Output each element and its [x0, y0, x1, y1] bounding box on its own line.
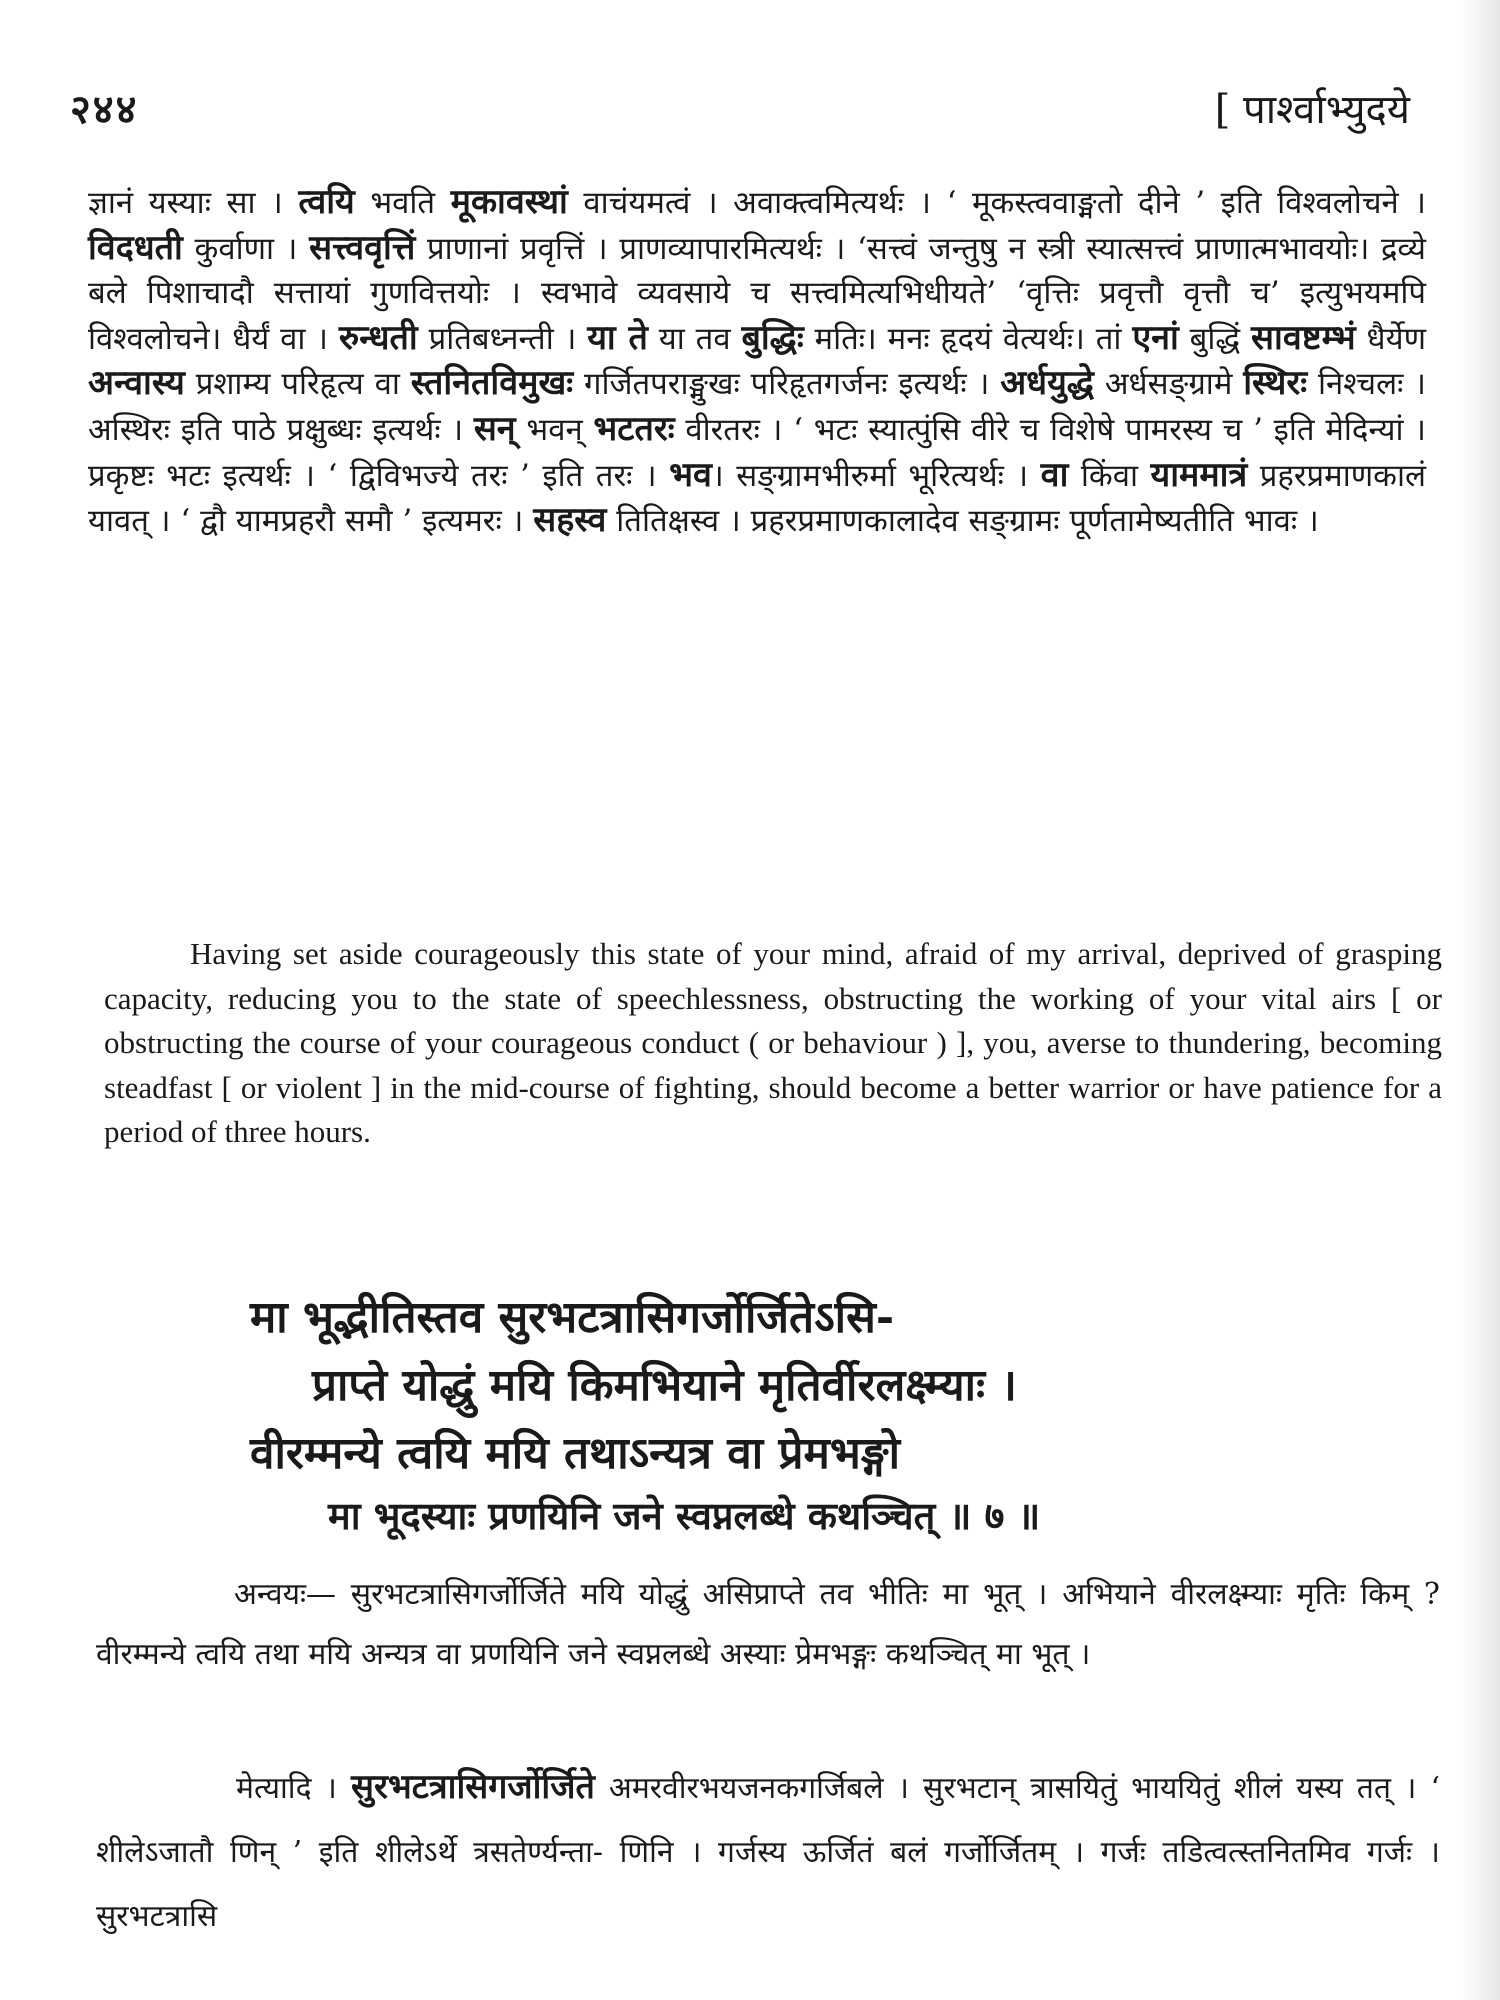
- commentary-paragraph: [88, 180, 1426, 544]
- commentary-keyword: वा: [1040, 454, 1069, 495]
- tika-text: मेत्यादि ।: [236, 1771, 351, 1806]
- commentary-keyword: याममात्रं: [1150, 454, 1248, 495]
- commentary-text: किंवा: [1068, 457, 1151, 494]
- commentary-keyword: भव: [669, 454, 712, 495]
- commentary-keyword: स्थिरः: [1243, 363, 1308, 404]
- commentary-text: या तव: [647, 320, 742, 357]
- commentary-keyword: मूकावस्थां: [450, 182, 568, 222]
- commentary-text: धैर्येण: [1355, 320, 1427, 357]
- commentary-keyword: एनां: [1132, 317, 1179, 358]
- anvaya-paragraph: अन्वयः— सुरभटत्रासिगर्जोर्जिते मयि योद्धुं असिप्राप्ते तव भीतिः मा भूत् । अभियाने वीरलक्ष्म्याः मृतिः किम् ? वीरम्मन्ये त्वयि तथा मयि अन्यत्र वा प्रणयिनि जने स्वप्नलब्धे अस्याः प्रेमभङ्गः कथञ्चित् मा भूत् ।: [96, 1577, 1440, 1672]
- page-number: २४४: [70, 86, 139, 133]
- commentary-keyword: रुन्धती: [338, 317, 418, 358]
- commentary-keyword: त्वयि: [298, 182, 355, 222]
- commentary-text: गर्जितपराङ्मुखः परिहृतगर्जनः इत्यर्थः ।: [573, 366, 1001, 403]
- commentary-keyword: अर्धयुद्धे: [1000, 363, 1094, 404]
- commentary-text: निश्चलः । अस्थिरः इति पाठे प्रक्षुब्धः इत्यर्थः ।: [88, 366, 1426, 448]
- commentary-text: ज्ञानं यस्याः सा ।: [88, 185, 299, 221]
- commentary-keyword: विदधती: [88, 227, 183, 268]
- commentary-keyword: बुद्धिः: [741, 317, 804, 358]
- commentary-text: प्रशाम्य परिहृत्य वा: [184, 366, 411, 403]
- verse-line-3: वीरम्मन्ये त्वयि मयि तथाऽन्यत्र वा प्रेमभङ्गो: [250, 1428, 900, 1479]
- tika-text: अमरवीरभयजनकगर्जिबले । सुरभटान् त्रासयितुं भाययितुं शीलं यस्य तत् । ‘ शीलेऽजातौ णिन् ’ इति शीलेऽर्थे त्रसतेर्ण्यन्ता- णिनि । गर्जस्य ऊर्जितं बलं गर्जोर्जितम् । गर्जः तडित्वत्स्तनितमिव गर्जः । सुरभटत्रासि: [96, 1771, 1440, 1934]
- commentary-keyword: या ते: [587, 317, 648, 358]
- running-head: [ पार्श्वाभ्युदये: [1214, 87, 1410, 133]
- commentary-text: अर्धसङ्ग्रामे: [1093, 366, 1244, 403]
- commentary-text: तितिक्षस्व । प्रहरप्रमाणकालादेव सङ्ग्रामः पूर्णतामेष्यतीति भावः ।: [606, 503, 1319, 540]
- commentary-keyword: भटतरः: [593, 408, 675, 449]
- commentary-keyword: स्तनितविमुखः: [410, 363, 574, 404]
- commentary-text: प्रतिबध्नन्ती ।: [417, 320, 588, 357]
- commentary-text: वाचंयमत्वं । अवाक्त्वमित्यर्थः । ‘ मूकस्त्ववाङ्मतो दीने ’ इति विश्वलोचने ।: [567, 185, 1426, 221]
- verse-line-1: मा भूद्भीतिस्तव सुरभटत्रासिगर्जोर्जितेऽसि-: [250, 1292, 895, 1343]
- verse-line-4: मा भूदस्याः प्रणयिनि जने स्वप्नलब्धे कथञ्चित् ॥ ७ ॥: [328, 1493, 1041, 1538]
- scan-shadow: [1460, 0, 1500, 2000]
- tika-keyword: सुरभटत्रासिगर्जोर्जिते: [350, 1767, 595, 1807]
- commentary-keyword: सहस्व: [533, 500, 607, 541]
- commentary-text: वीरतरः । ‘ भटः स्यात्पुंसि वीरे च विशेषे पामरस्य च ’ इति मेदिन्यां । प्रकृष्टः भटः इत्यर्थः । ‘ द्विविभज्ये तरः ’ इति तरः ।: [88, 411, 1427, 494]
- commentary-text: कुर्वाणा ।: [182, 230, 310, 267]
- commentary-text: प्रहरप्रमाणकालं यावत् । ‘ द्वौ यामप्रहरौ समौ ’ इत्यमरः ।: [88, 457, 1426, 540]
- page-header: [70, 80, 1410, 140]
- commentary-text: प्राणानां प्रवृत्तिं । प्राणव्यापारमित्यर्थः । ‘सत्त्वं जन्तुषु न स्त्री स्यात्सत्त्वं प्राणात्मभावयोः। द्रव्ये बले पिशाचादौ सत्तायां गुणवित्तयोः । स्वभावे व्यवसाये च सत्त्वमित्यभिधीयते’ ‘वृत्तिः प्रवृत्तौ वृत्तौ च’ इत्युभयमपि विश्वलोचने। धैर्यं वा ।: [88, 230, 1427, 357]
- commentary-keyword: अन्वास्य: [88, 363, 185, 404]
- commentary-keyword: सत्त्ववृत्तिं: [309, 227, 416, 268]
- verse-line-2: प्राप्ते योद्धुं मयि किमभियाने मृतिर्वीरलक्ष्म्याः ।: [312, 1360, 1017, 1411]
- commentary-text: मतिः। मनः हृदयं वेत्यर्थः। तां: [803, 320, 1133, 357]
- commentary-text: बुद्धिं: [1178, 320, 1252, 357]
- commentary-text: । सङ्ग्रामभीरुर्मा भूरित्यर्थः ।: [711, 457, 1041, 494]
- english-translation: Having set aside courageously this state of your mind, afraid of my arrival, deprived of grasping capacity, reducing you to the state of speechlessness, obstructing the working of your vital airs [ or obstructing the course of your courageous conduct ( or behaviour ) ], you, averse to thundering, becoming steadfast [ or violent ] in the mid-course of fighting, should become a better warrior or have patience for a period of three hours.: [104, 936, 1442, 1149]
- commentary-text: भवति: [354, 185, 451, 221]
- tika-paragraph: [96, 1755, 1440, 1949]
- commentary-text: भवन्: [515, 411, 594, 448]
- commentary-keyword: सावष्टम्भं: [1251, 317, 1356, 358]
- commentary-keyword: सन्: [473, 408, 516, 449]
